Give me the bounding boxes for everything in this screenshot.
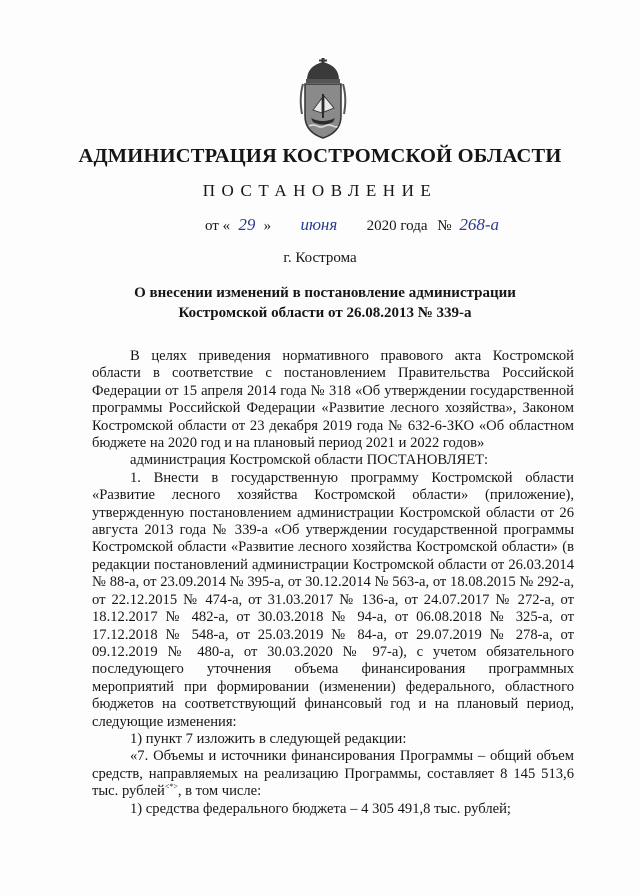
document-type: ПОСТАНОВЛЕНИЕ: [202, 181, 438, 200]
paragraph-federal-budget: 1) средства федерального бюджета – 4 305 491,8 тыс. рублей;: [130, 800, 511, 817]
paragraph-resolves: администрация Костромской области ПОСТАНОВЛЯЕТ:: [130, 452, 489, 469]
date-prefix: от «: [205, 218, 231, 234]
paragraph-funding: [92, 748, 574, 800]
date-quote-close: »: [263, 218, 272, 234]
city: г. Кострома: [283, 250, 357, 266]
date-day: 29: [238, 215, 256, 234]
coat-of-arms-icon: [293, 58, 353, 140]
funding-footnote-mark: <*>: [164, 782, 178, 792]
doc-number: 268-а: [459, 215, 499, 234]
paragraph-subitem-1: 1) пункт 7 изложить в следующей редакции:: [130, 730, 407, 747]
date-year: 2020 года: [366, 218, 428, 234]
paragraph-item-1: 1. Внести в государственную программу Костромской области «Развитие лесного хозяйства Костромской области» (приложение), утвержденную постановлением администрации Костромской области от 26 августа 2013 года № 339-а «Об утверждении государственной программы Костромской области «Развитие лесного хозяйства Костромской области» (в редакции постановлений администрации Костромской области от 26.03.2014 № 88-а, от 23.09.2014 № 395-а, от 30.12.2014 № 563-а, от 18.08.2015 № 292-а, от 22.12.2015 № 474-а, от 31.03.2017 № 136-а, от 24.07.2017 № 272-а, от 18.12.2017 № 482-а, от 30.03.2018 № 94-а, от 06.08.2018 № 325-а, от 17.12.2018 № 548-а, от 25.03.2019 № 84-а, от 29.07.2019 № 278-а, от 09.12.2019 № 480-а, от 30.03.2020 № 97-а), с учетом обязательного последующего уточнения объема финансирования программных мероприятий при формировании (изменении) федерального, областного бюджетов на соответствующий финансовый год и на плановый период, следующие изменения:: [92, 469, 574, 730]
funding-tail: , в том числе:: [177, 783, 262, 800]
subject-line-1: О внесении изменений в постановление администрации: [134, 285, 516, 301]
funding-text: «7. Объемы и источники финансирования Программы – общий объем средств, направляемых на реализацию Программы, составляет 8 145 513,6 тыс. рублей: [92, 748, 574, 800]
doc-number-label: №: [437, 218, 452, 234]
date-month: июня: [300, 215, 338, 234]
document-subject: [120, 283, 530, 323]
subject-line-2: Костромской области от 26.08.2013 № 339-а: [178, 305, 472, 321]
date-line: [205, 215, 499, 239]
paragraph-preamble: В целях приведения нормативного правового акта Костромской области в соответствие с постановлением Правительства Российской Федерации от 15 апреля 2014 года № 318 «Об утверждении государственной программы Российской Федерации «Развитие лесного хозяйства», Законом Костромской области от 23 декабря 2019 года № 632-6-ЗКО «Об областном бюджете на 2020 год и на плановый период 2021 и 2022 годов»: [92, 348, 574, 452]
organization-title: АДМИНИСТРАЦИЯ КОСТРОМСКОЙ ОБЛАСТИ: [78, 145, 562, 167]
document-body: [92, 348, 574, 818]
